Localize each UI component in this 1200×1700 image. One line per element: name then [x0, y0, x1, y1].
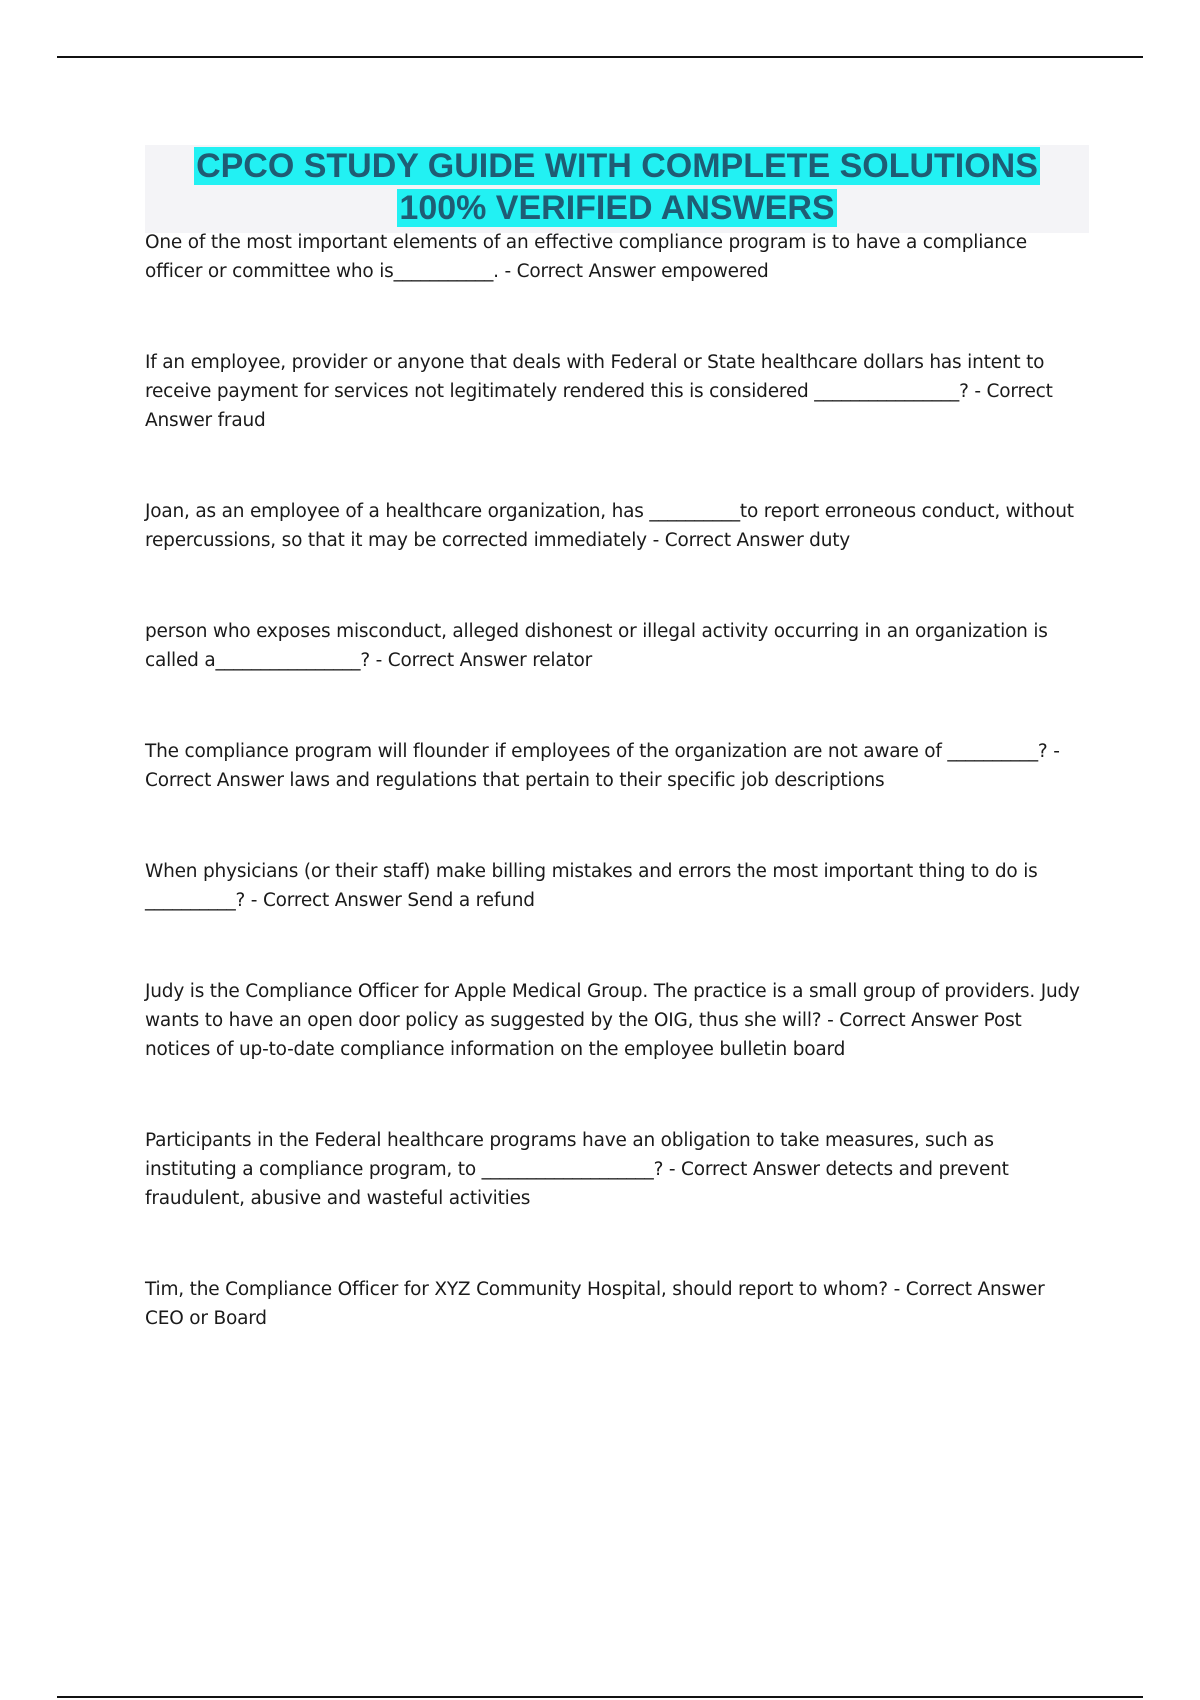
document-title [145, 145, 1089, 233]
qa-item: When physicians (or their staff) make billing mistakes and errors the most important thing to do is __________? - Correct Answer Send a refund [145, 861, 1038, 911]
bottom-rule [57, 1696, 1143, 1698]
qa-item: Joan, as an employee of a healthcare organization, has __________to report erroneous conduct, without repercussions, so that it may be corrected immediately - Correct Answer duty [145, 501, 1074, 551]
qa-item: One of the most important elements of an effective compliance program is to have a compliance officer or committee who is___________. - Correct Answer empowered [145, 232, 1027, 282]
qa-item: Tim, the Compliance Officer for XYZ Community Hospital, should report to whom? - Correct Answer CEO or Board [145, 1279, 1045, 1329]
qa-list [145, 228, 1085, 1333]
title-line-1: CPCO STUDY GUIDE WITH COMPLETE SOLUTIONS [196, 147, 1038, 185]
qa-item: Participants in the Federal healthcare programs have an obligation to take measures, such as instituting a compliance program, to ___________________? - Correct Answer detects and prevent fraudulent, abusive and wasteful activities [145, 1130, 1009, 1209]
qa-item: The compliance program will flounder if employees of the organization are not aware of __________? - Correct Answer laws and regulations that pertain to their specific job descriptions [145, 741, 1060, 791]
top-rule [57, 56, 1143, 58]
qa-item: If an employee, provider or anyone that deals with Federal or State healthcare dollars has intent to receive payment for services not legitimately rendered this is considered ________________? - Correct Answer fraud [145, 352, 1053, 431]
title-line-2: 100% VERIFIED ANSWERS [399, 189, 835, 227]
qa-item: Judy is the Compliance Officer for Apple Medical Group. The practice is a small group of providers. Judy wants to have an open door policy as suggested by the OIG, thus she will? - Correct Answer Post notices of up-to-date compliance information on the employee bulletin board [145, 981, 1080, 1060]
qa-item: person who exposes misconduct, alleged dishonest or illegal activity occurring in an organization is called a________________? - Correct Answer relator [145, 621, 1048, 671]
